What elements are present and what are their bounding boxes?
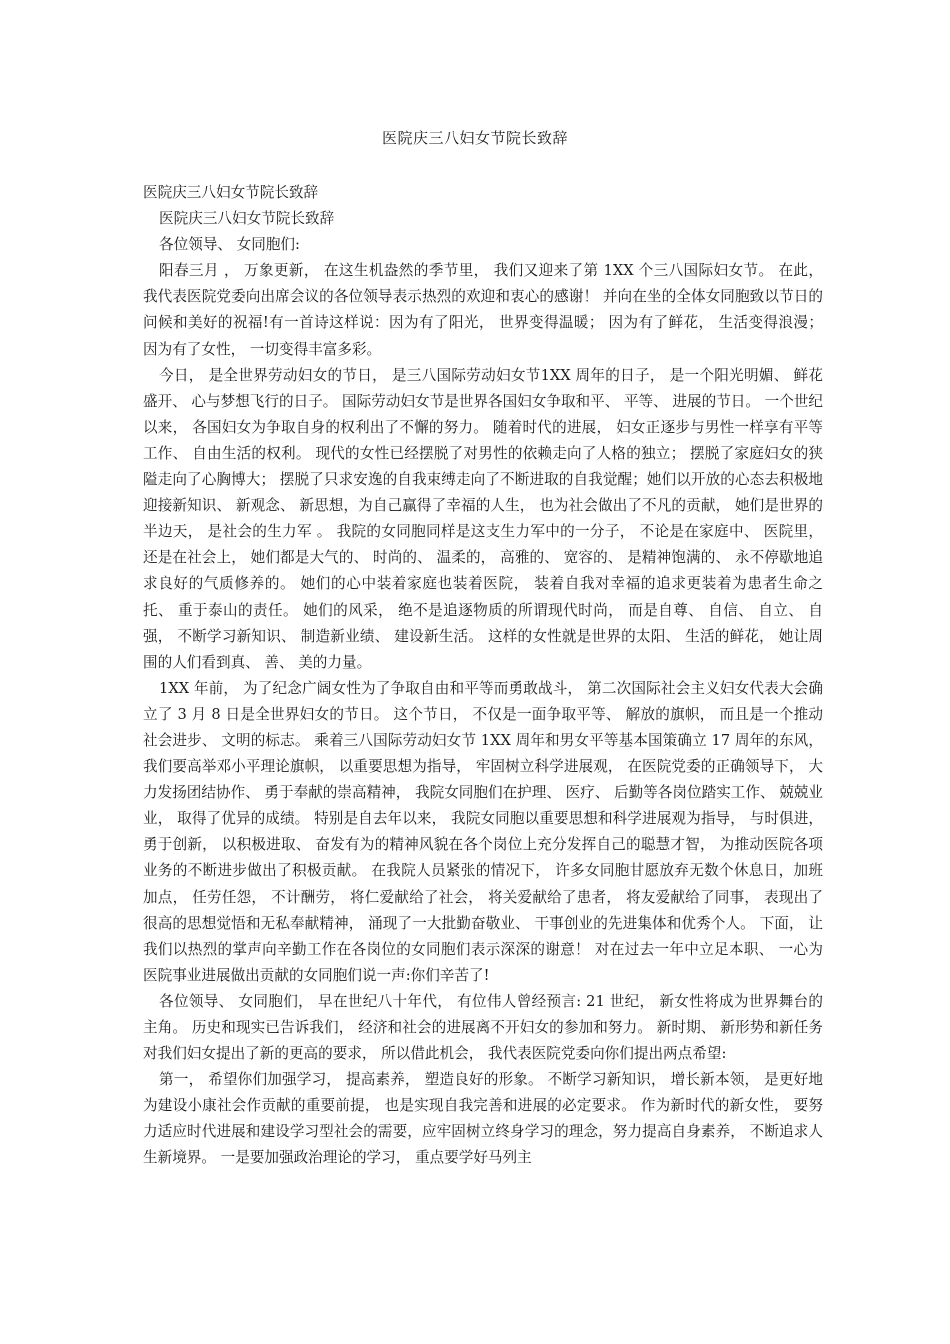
document-body	[143, 180, 823, 1172]
paragraph-3: 1XX 年前， 为了纪念广阔女性为了争取自由和平等而勇敢战斗， 第二次国际社会主义妇女代表大会确立了 3 月 8 日是全世界妇女的节日。 这个节日， 不仅是一面争取平等、 解放的旗帜， 而且是一个推动社会进步、 文明的标志。 乘着三八国际劳动妇女节 1XX 周年和男女平等基本国策确立 17 周年的东风， 我们要高举邓小平理论旗帜， 以重要思想为指导， 牢固树立科学进展观， 在医院党委的正确领导下， 大力发扬团结协作、 勇于奉献的崇高精神， 我院女同胞们在护理、 医疗、 后勤等各岗位踏实工作、 兢兢业业， 取得了优异的成绩。 特别是自去年以来， 我院女同胞以重要思想和科学进展观为指导， 与时俱进， 勇于创新， 以积极进取、 奋发有为的精神风貌在各个岗位上充分发挥自己的聪慧才智， 为推动医院各项业务的不断进步做出了积极贡献。 在我院人员紧张的情况下， 许多女同胞甘愿放弃无数个休息日，加班加点， 任劳任怨， 不计酬劳， 将仁爱献给了社会， 将关爱献给了患者， 将友爱献给了同事， 表现出了很高的思想觉悟和无私奉献精神， 涌现了一大批勤奋敬业、 干事创业的先进集体和优秀个人。 下面， 让我们以热烈的掌声向辛勤工作在各岗位的女同胞们表示深深的谢意！ 对在过去一年中立足本职、 一心为医院事业进展做出贡献的女同胞们说一声:你们辛苦了!	[143, 679, 823, 984]
document-title: 医院庆三八妇女节院长致辞	[381, 129, 568, 147]
paragraph-2: 今日， 是全世界劳动妇女的节日， 是三八国际劳动妇女节1XX 周年的日子， 是一个阳光明媚、 鲜花盛开、 心与梦想飞行的日子。 国际劳动妇女节是世界各国妇女争取和平、 平等、 进展的节日。 一个世纪以来， 各国妇女为争取自身的权利出了不懈的努力。 随着时代的进展， 妇女正逐步与男性一样享有平等工作、 自由生活的权利。 现代的女性已经摆脱了对男性的依赖走向了人格的独立； 摆脱了家庭妇女的狭隘走向了心胸博大； 摆脱了只求安逸的自我束缚走向了不断进取的自我觉醒；她们以开放的心态去积极地迎接新知识、 新观念、 新思想，为自己赢得了幸福的人生， 也为社会做出了不凡的贡献， 她们是世界的半边天， 是社会的生力军 。 我院的女同胞同样是这支生力军中的一分子， 不论是在家庭中、 医院里， 还是在社会上， 她们都是大气的、 时尚的、 温柔的， 高雅的、 宽容的、 是精神饱满的、 永不停歇地追求良好的气质修养的。 她们的心中装着家庭也装着医院， 装着自我对幸福的追求更装着为患者生命之托、 重于泰山的责任。 她们的风采， 绝不是追逐物质的所谓现代时尚， 而是自尊、 自信、 自立、 自强， 不断学习新知识、 制造新业绩、 建设新生活。 这样的女性就是世界的太阳、 生活的鲜花， 她让周围的人们看到真、 善、 美的力量。	[143, 366, 823, 671]
heading-repeat: 医院庆三八妇女节院长致辞	[143, 184, 319, 201]
salutation: 各位领导、 女同胞们:	[159, 236, 300, 254]
subheading: 医院庆三八妇女节院长致辞	[159, 210, 335, 228]
paragraph-4: 各位领导、 女同胞们， 早在世纪八十年代， 有位伟人曾经预言: 21 世纪， 新女性将成为世界舞台的主角。 历史和现实已告诉我们， 经济和社会的进展离不开妇女的参加和努力。 新时期、 新形势和新任务对我们妇女提出了新的更高的要求， 所以借此机会， 我代表医院党委向你们提出两点希望:	[143, 992, 823, 1063]
paragraph-1: 阳春三月 ， 万象更新， 在这生机盎然的季节里， 我们又迎来了第 1XX 个三八国际妇女节。 在此， 我代表医院党委向出席会议的各位领导表示热烈的欢迎和衷心的感谢！ 并向在坐的全体女同胞致以节日的问候和美好的祝福!有一首诗这样说：因为有了阳光， 世界变得温暖； 因为有了鲜花， 生活变得浪漫； 因为有了女性， 一切变得丰富多彩。	[143, 262, 823, 358]
paragraph-5: 第一， 希望你们加强学习， 提高素养， 塑造良好的形象。 不断学习新知识， 增长新本领， 是更好地为建设小康社会作贡献的重要前提， 也是实现自我完善和进展的必定要求。 作为新时代的新女性， 要努力适应时代进展和建设学习型社会的需要，应牢固树立终身学习的理念，努力提高自身素养， 不断追求人生新境界。 一是要加强政治理论的学习， 重点要学好马列主	[143, 1071, 823, 1167]
